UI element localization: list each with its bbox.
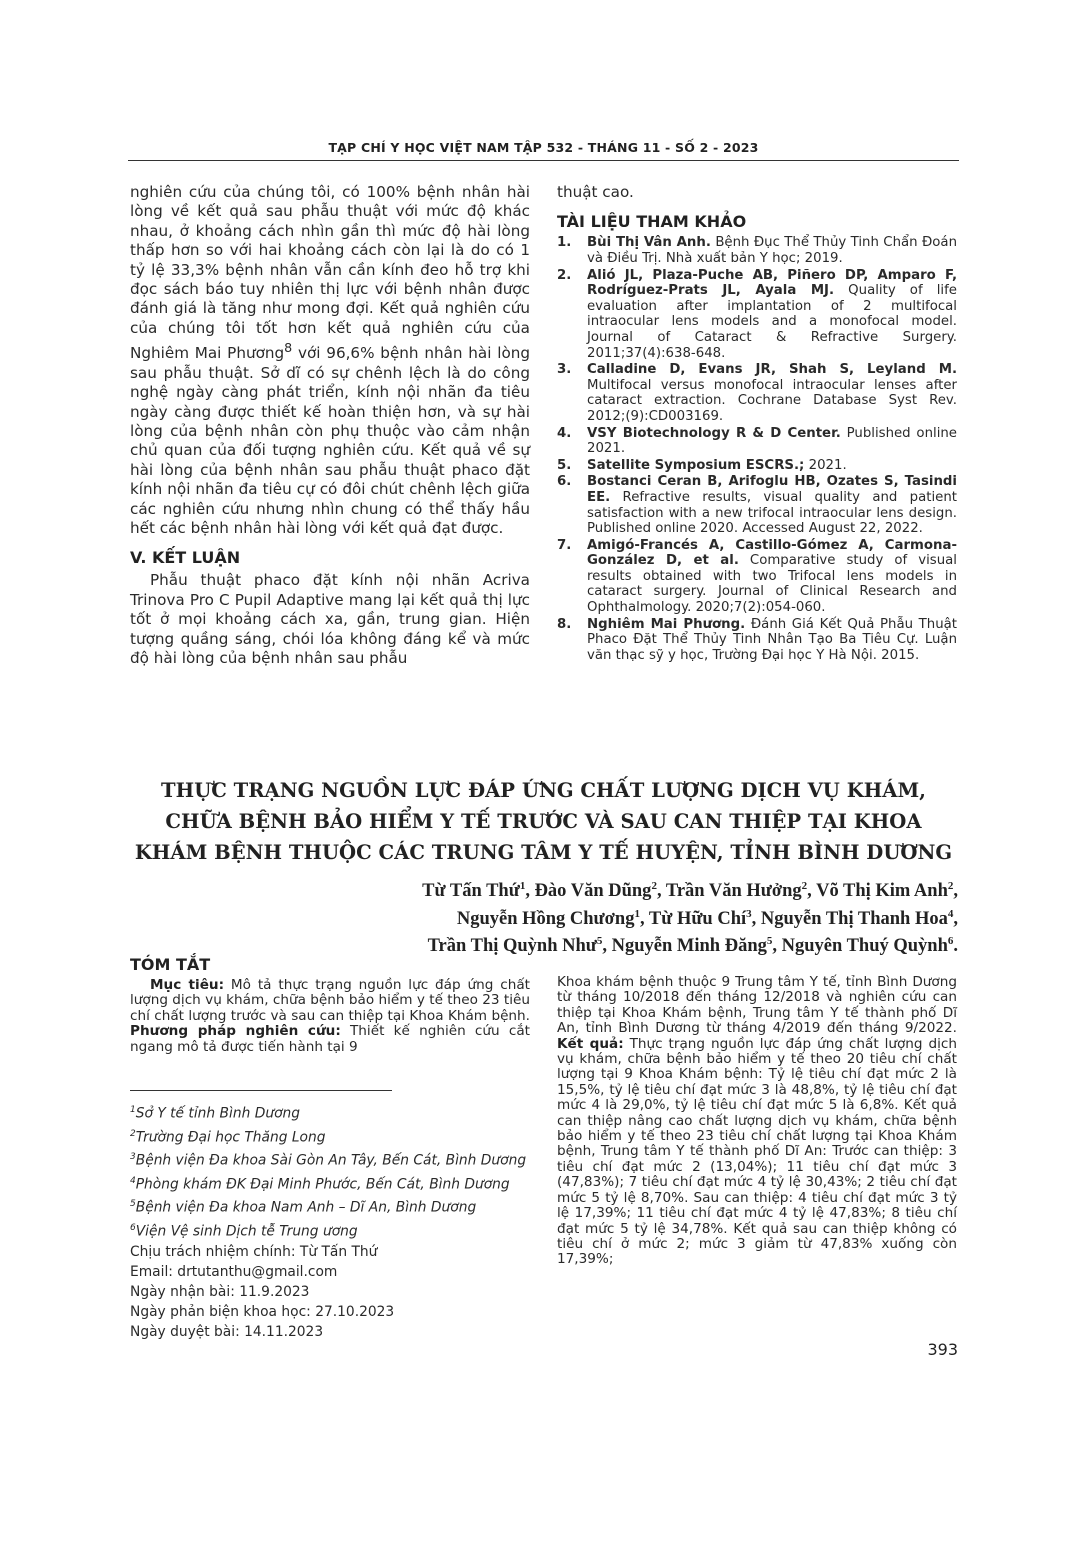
reference-authors: Satellite Symposium ESCRS.; xyxy=(587,457,805,473)
author-name: Nguyễn Minh Đăng xyxy=(611,936,767,957)
reference-item xyxy=(557,268,957,362)
reference-text: Quality of life evaluation after implantation of 2 multifocal intraocular lens models and a monofocal model. Journal of Cataract & Refractive Surgery. 2011;37(4):638-648. xyxy=(587,283,957,361)
reference-authors: VSY Biotechnology R & D Center. xyxy=(587,425,841,441)
abstract-paragraph-right: Khoa khám bệnh thuộc 9 Trung tâm Y tế, tỉnh Bình Dương từ tháng 10/2018 đến tháng 12/2018 và nghiên cứu can thiệp tại Khoa Khám bệnh, Trung tâm Y tế thành phố Dĩ An, tỉnh Bình Dương từ tháng 4/2019 đến tháng 9/2022. Kết quả: Thực trạng nguồn lực đáp ứng chất lượng dịch vụ khám, chữa bệnh bảo hiểm y tế theo 20 tiêu chí chất lượng tại 9 Khoa Khám bệnh: Tỷ lệ tiêu chí đạt mức 2 là 15,5%, tỷ lệ tiêu chí đạt mức 3 là 48,8%, tỷ lệ tiêu chí đạt mức 4 là 29,0%, tỷ lệ tiêu chí đạt mức 5 là 6,8%. Kết quả can thiệp nâng cao chất lượng dịch vụ khám, chữa bệnh bảo hiểm y tế theo 23 tiêu chí chất lượng tại Khoa Khám bệnh, Trung tâm Y tế thành phố Dĩ An: Trước can thiệp: 3 tiêu chí đạt mức 2 (13,04%); 11 tiêu chí đạt mức 3 (47,83%); 7 tiêu chí đạt mức 4 tỷ lệ 30,43%; 2 tiêu chí đạt mức 5 tỷ lệ 8,70%. Sau can thiệp: 4 tiêu chí đạt mức 3 tỷ lệ 17,39%; 11 tiêu chí đạt mức 4 tỷ lệ 47,83%; 8 tiêu chí đạt mức 5 tỷ lệ 34,78%. Kết quả sau can thiệp không có tiêu chí ở mức 2; mức 3 giảm từ 47,83% xuống còn 17,39%; xyxy=(557,974,957,1268)
reference-text: Refractive results, visual quality and patient satisfaction with a new trifocal intraocular lens design. Published online 2020. Accessed August 22, 2022. xyxy=(587,489,957,537)
reference-text: Đánh Giá Kết Quả Phẫu Thuật Phaco Đặt Thể Thủy Tinh Nhân Tạo Ba Tiêu Cự. Luận văn thạc sỹ y học, Trường Đại học Y Hà Nội. 2015. xyxy=(587,616,957,663)
reference-authors: Calladine D, Evans JR, Shah S, Leyland M. xyxy=(587,362,957,378)
reference-item xyxy=(557,458,957,474)
section-title-conclusion: V. KẾT LUẬN xyxy=(130,548,241,568)
page-number: 393 xyxy=(927,1340,958,1359)
reference-text: Published online 2021. xyxy=(587,425,957,457)
reference-item xyxy=(557,617,957,664)
left-column-bottom xyxy=(130,955,530,1055)
author-name: Từ Tấn Thứ xyxy=(422,881,520,902)
affiliation-6: $^6$Viện Vệ sinh Dịch tễ Trung ương xyxy=(130,1222,358,1240)
author-list xyxy=(422,875,958,958)
footnote-rule xyxy=(130,1090,392,1091)
title-line-2: CHỮA BỆNH BẢO HIỂM Y TẾ TRƯỚC VÀ SAU CAN THIỆP TẠI KHOA xyxy=(165,810,922,833)
reference-number: 3. xyxy=(557,362,572,378)
right-column-top xyxy=(557,183,957,664)
responsible-author: Chịu trách nhiệm chính: Từ Tấn Thứ xyxy=(130,1243,378,1260)
reference-number: 5. xyxy=(557,457,572,473)
author-name: Từ Hữu Chí xyxy=(648,908,747,929)
affiliation-5: $^5$Bệnh viện Đa khoa Nam Anh – Dĩ An, Bình Dương xyxy=(130,1199,477,1216)
continuation-text: thuật cao. xyxy=(557,183,634,201)
reference-number: 7. xyxy=(557,537,572,553)
article-title xyxy=(128,775,959,868)
left-column-top xyxy=(130,183,530,668)
received-date: Ngày nhận bài: 11.9.2023 xyxy=(130,1283,310,1300)
reference-number: 4. xyxy=(557,425,572,441)
author-name: Nguyễn Thị Thanh Hoa xyxy=(760,908,948,929)
affiliation-2: $^2$Trường Đại học Thăng Long xyxy=(130,1128,326,1146)
reference-item xyxy=(557,538,957,616)
title-line-1: THỰC TRẠNG NGUỒN LỰC ĐÁP ỨNG CHẤT LƯỢNG DỊCH VỤ KHÁM, xyxy=(161,779,926,802)
reference-authors: Alió JL, Plaza-Puche AB, Piñero DP, Amparo F, Rodríguez-Prats JL, Ayala MJ. xyxy=(587,267,957,299)
references-title: TÀI LIỆU THAM KHẢO xyxy=(557,212,747,232)
discussion-paragraph: nghiên cứu của chúng tôi, có 100% bệnh nhân hài lòng về kết quả sau phẫu thuật với mức độ khác nhau, ở khoảng cách nhìn gần thì mức độ hài lòng thấp hơn so với hai khoảng cách còn lại là do có 1 tỷ lệ 33,3% bệnh nhân vẫn cần kính đeo hỗ trợ khi đọc sách báo tuy nhiên thị lực với bệnh nhân được đánh giá là tăng như mong đợi. Kết quả nghiên cứu của chúng tôi tốt hơn kết quả nghiên cứu của Nghiêm Mai Phương$^8$ với 96,6% bệnh nhân hài lòng sau phẫu thuật. Sở dĩ có sự chênh lệch là do công nghệ ngày càng phát triển, kính nội nhãn đa tiêu ngày càng được thiết kế hoàn thiện hơn, và sự hài lòng của bệnh nhân còn phụ thuộc vào cảm nhận chủ quan của đối tượng nghiên cứu. Kết quả về sự hài lòng của bệnh nhân sau phẫu thuật phaco đặt kính nội nhãn đa tiêu cự có đôi chút chênh lệch giữa các nghiên cứu nhưng nhìn chung có thể thấy hầu hết các bệnh nhân hài lòng với kết quả đạt được. xyxy=(130,183,530,537)
reference-item xyxy=(557,474,957,536)
reference-authors: Amigó-Francés A, Castillo-Gómez A, Carmona-González D, et al. xyxy=(587,537,957,569)
affiliation-1: $^1$Sở Y tế tỉnh Bình Dương xyxy=(130,1105,301,1122)
reference-number: 1. xyxy=(557,235,572,251)
reference-authors: Bùi Thị Vân Anh. xyxy=(587,235,711,251)
reference-text: Multifocal versus monofocal intraocular lenses after cataract extraction. Cochrane Database Syst Rev. 2012;(9):CD003169. xyxy=(587,377,957,424)
author-line-2: Nguyễn Hồng Chương$^1$, Từ Hữu Chí$^3$, Nguyễn Thị Thanh Hoa$^4$, xyxy=(456,907,958,929)
reference-number: 8. xyxy=(557,616,572,632)
title-line-3: KHÁM BỆNH THUỘC CÁC TRUNG TÂM Y TẾ HUYỆN, TỈNH BÌNH DƯƠNG xyxy=(134,841,953,864)
affiliation-4: $^4$Phòng khám ĐK Đại Minh Phước, Bến Cát, Bình Dương xyxy=(130,1175,510,1193)
reference-number: 6. xyxy=(557,474,572,490)
journal-header: TẠP CHÍ Y HỌC VIỆT NAM TẬP 532 - THÁNG 11 - SỐ 2 - 2023 xyxy=(328,140,759,155)
accepted-date: Ngày duyệt bài: 14.11.2023 xyxy=(130,1323,324,1340)
author-line-1: Từ Tấn Thứ$^1$, Đào Văn Dũng$^2$, Trần Văn Hưởng$^2$, Võ Thị Kim Anh$^2$, xyxy=(422,880,958,902)
reference-authors: Nghiêm Mai Phương. xyxy=(587,616,746,632)
abstract-title: TÓM TẮT xyxy=(130,955,211,974)
reviewed-date: Ngày phản biện khoa học: 27.10.2023 xyxy=(130,1303,395,1320)
author-line-3: Trần Thị Quỳnh Như$^5$, Nguyễn Minh Đăng$^5$, Nguyên Thuý Quỳnh$^6$. xyxy=(427,935,958,957)
affiliation-3: $^3$Bệnh viện Đa khoa Sài Gòn An Tây, Bến Cát, Bình Dương xyxy=(130,1152,527,1169)
email: Email: drtutanthu@gmail.com xyxy=(130,1263,338,1280)
abstract-paragraph-left: Mục tiêu: Mô tả thực trạng nguồn lực đáp ứng chất lượng dịch vụ khám, chữa bệnh bảo hiểm y tế theo 23 tiêu chí chất lượng trước và sau can thiệp tại Khoa Khám bệnh. Phương pháp nghiên cứu: Thiết kế nghiên cứu cắt ngang mô tả được tiến hành tại 9 xyxy=(130,977,530,1055)
author-name: Nguyên Thuý Quỳnh xyxy=(781,936,948,957)
footnotes xyxy=(130,1100,530,1342)
reference-item xyxy=(557,426,957,457)
conclusion-paragraph: Phẫu thuật phaco đặt kính nội nhãn Acriva Trinova Pro C Pupil Adaptive mang lại kết quả thị lực tốt ở mọi khoảng cách xa, gần, trung gian. Hiện tượng quầng sáng, chói lóa không đáng kể và mức độ hài lòng của bệnh nhân sau phẫu xyxy=(130,571,530,667)
reference-item xyxy=(557,235,957,266)
author-name: Trần Văn Hưởng xyxy=(665,881,802,902)
reference-text: Bệnh Đục Thể Thủy Tinh Chẩn Đoán và Điều Trị. Nhà xuất bản Y học; 2019. xyxy=(587,235,957,266)
reference-text: 2021. xyxy=(804,457,847,473)
references-list xyxy=(557,235,957,663)
author-name: Nguyễn Hồng Chương xyxy=(456,908,635,929)
reference-authors: Bostanci Ceran B, Arifoglu HB, Ozates S, Tasindi EE. xyxy=(587,474,957,505)
reference-text: Comparative study of visual results obtained with two Trifocal lens models in cataract surgery. Journal of Clinical Research and Ophthalmology. 2020;7(2):054-060. xyxy=(587,553,957,616)
reference-number: 2. xyxy=(557,267,572,283)
header-rule xyxy=(128,160,959,161)
author-name: Đào Văn Dũng xyxy=(534,881,652,902)
right-column-bottom xyxy=(557,975,957,1268)
author-name: Võ Thị Kim Anh xyxy=(816,881,948,902)
reference-item xyxy=(557,362,957,424)
author-name: Trần Thị Quỳnh Như xyxy=(427,936,597,957)
